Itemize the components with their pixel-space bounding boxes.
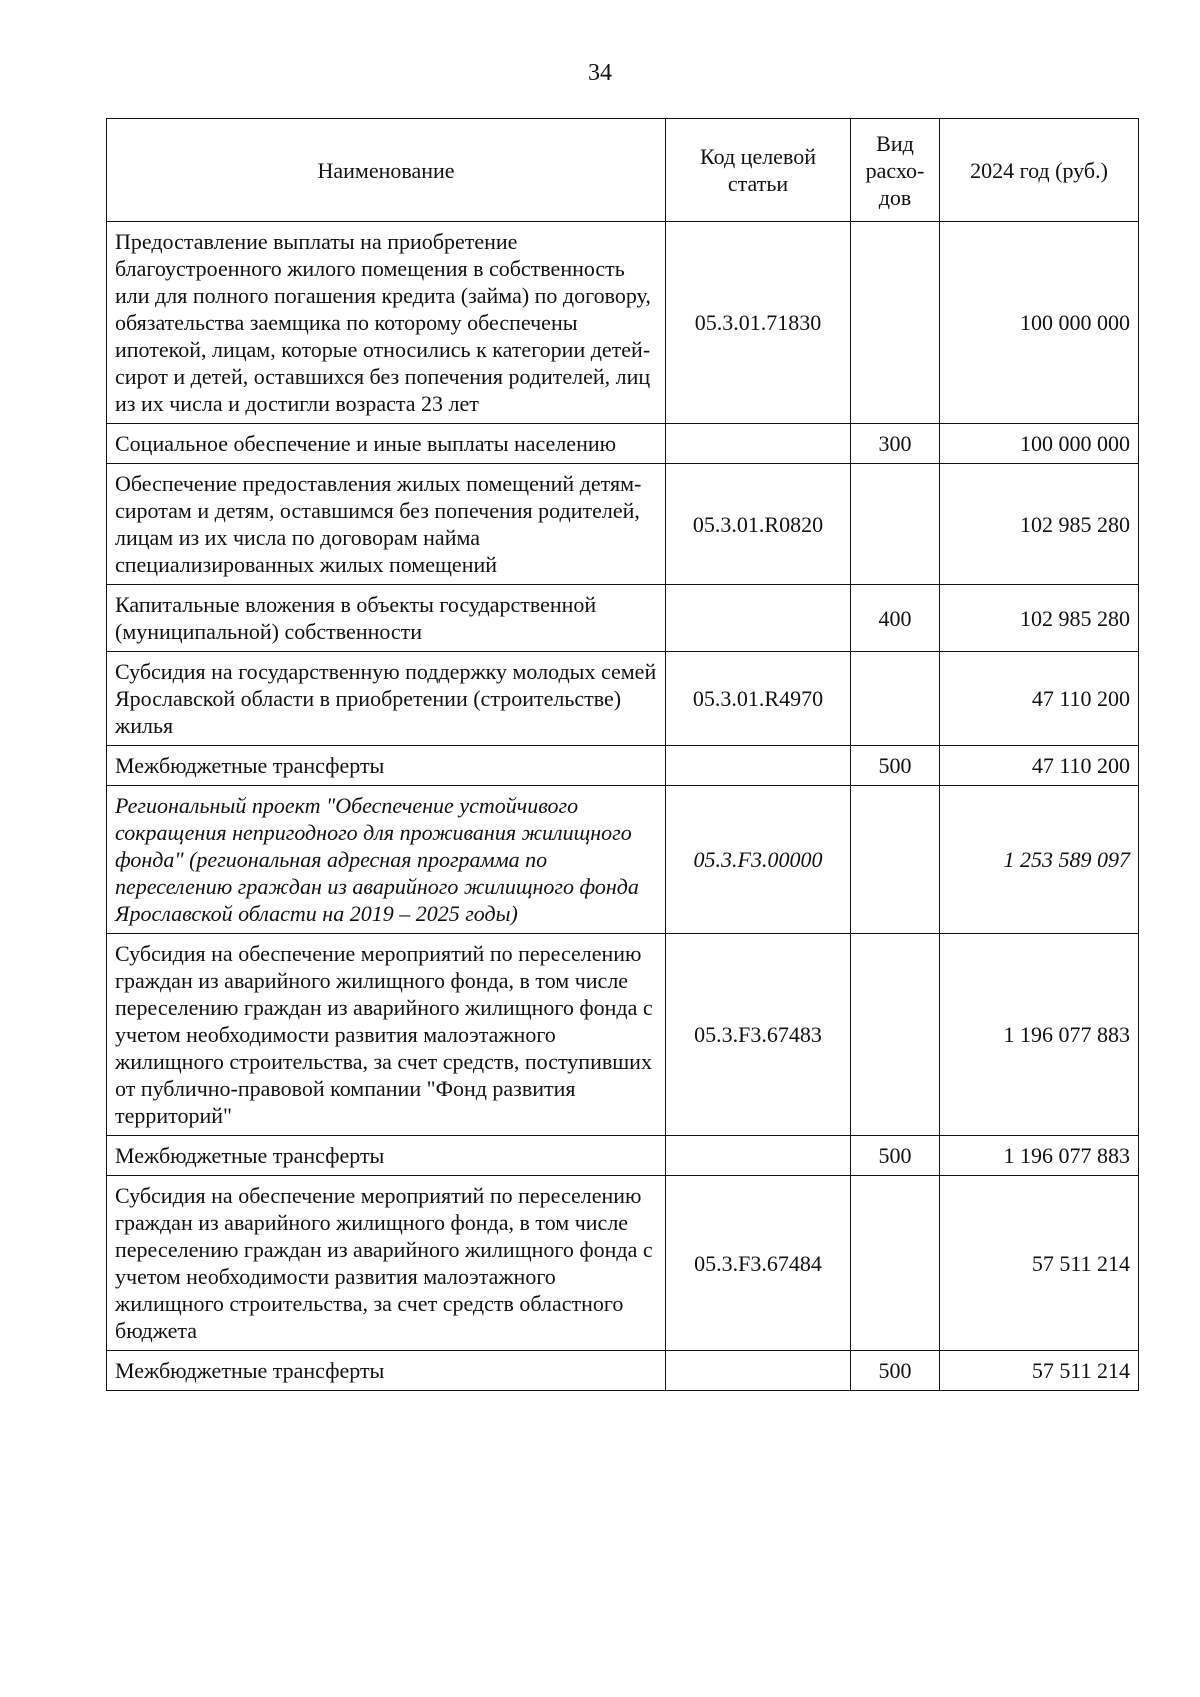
header-name: Наименование — [107, 119, 666, 222]
row-type: 400 — [851, 585, 940, 652]
row-code: 05.3.F3.67484 — [666, 1176, 851, 1351]
table-row — [107, 464, 1139, 585]
row-type: 300 — [851, 424, 940, 464]
row-name: Межбюджетные трансферты — [107, 1351, 666, 1391]
row-sum: 47 110 200 — [940, 746, 1139, 786]
row-type — [851, 652, 940, 746]
row-type — [851, 222, 940, 424]
row-name: Обеспечение предоставления жилых помещений детям-сиротам и детям, оставшимся без попечения родителей, лицам из их числа по договорам найма специализированных жилых помещений — [107, 464, 666, 585]
table-row — [107, 1176, 1139, 1351]
table-row — [107, 934, 1139, 1136]
row-code — [666, 746, 851, 786]
row-sum: 1 196 077 883 — [940, 934, 1139, 1136]
table-row — [107, 1136, 1139, 1176]
row-code — [666, 1351, 851, 1391]
row-name: Предоставление выплаты на приобретение благоустроенного жилого помещения в собственность или для полного погашения кредита (займа) по договору, обязательства заемщика по которому обеспечены ипотекой, лицам, которые относились к категории детей-сирот и детей, оставшихся без попечения родителей, лиц из их числа и достигли возраста 23 лет — [107, 222, 666, 424]
row-sum: 1 253 589 097 — [940, 786, 1139, 934]
table-row-regional-project — [107, 786, 1139, 934]
row-type — [851, 786, 940, 934]
row-type — [851, 1176, 940, 1351]
row-sum: 100 000 000 — [940, 424, 1139, 464]
row-name: Субсидия на обеспечение мероприятий по переселению граждан из аварийного жилищного фонда, в том числе переселению граждан из аварийного жилищного фонда с учетом необходимости развития малоэтажного жилищного строительства, за счет средств, поступивших от публично-правовой компании "Фонд развития территорий" — [107, 934, 666, 1136]
table-row — [107, 424, 1139, 464]
row-code: 05.3.01.R4970 — [666, 652, 851, 746]
table-row — [107, 652, 1139, 746]
row-code — [666, 424, 851, 464]
table-row — [107, 746, 1139, 786]
row-name: Субсидия на обеспечение мероприятий по переселению граждан из аварийного жилищного фонда, в том числе переселению граждан из аварийного жилищного фонда с учетом необходимости развития малоэтажного жилищного строительства, за счет средств областного бюджета — [107, 1176, 666, 1351]
row-code — [666, 1136, 851, 1176]
table-header-row — [107, 119, 1139, 222]
row-type: 500 — [851, 746, 940, 786]
row-sum: 102 985 280 — [940, 585, 1139, 652]
table-row — [107, 1351, 1139, 1391]
header-sum: 2024 год (руб.) — [940, 119, 1139, 222]
row-type — [851, 464, 940, 585]
row-sum: 57 511 214 — [940, 1351, 1139, 1391]
row-name: Межбюджетные трансферты — [107, 746, 666, 786]
row-sum: 102 985 280 — [940, 464, 1139, 585]
row-type — [851, 934, 940, 1136]
row-type: 500 — [851, 1351, 940, 1391]
row-sum: 100 000 000 — [940, 222, 1139, 424]
row-name: Межбюджетные трансферты — [107, 1136, 666, 1176]
row-sum: 1 196 077 883 — [940, 1136, 1139, 1176]
row-name: Социальное обеспечение и иные выплаты населению — [107, 424, 666, 464]
row-code — [666, 585, 851, 652]
row-code: 05.3.F3.00000 — [666, 786, 851, 934]
row-name: Субсидия на государственную поддержку молодых семей Ярославской области в приобретении (строительстве) жилья — [107, 652, 666, 746]
row-name: Региональный проект "Обеспечение устойчивого сокращения непригодного для проживания жилищного фонда" (региональная адресная программа по переселению граждан из аварийного жилищного фонда Ярославской области на 2019 – 2025 годы) — [107, 786, 666, 934]
header-type: Вид расхо-дов — [851, 119, 940, 222]
row-sum: 47 110 200 — [940, 652, 1139, 746]
header-code: Код целевой статьи — [666, 119, 851, 222]
page-number: 34 — [588, 60, 612, 86]
row-code: 05.3.01.71830 — [666, 222, 851, 424]
row-name: Капитальные вложения в объекты государственной (муниципальной) собственности — [107, 585, 666, 652]
table-row — [107, 222, 1139, 424]
row-type: 500 — [851, 1136, 940, 1176]
row-code: 05.3.F3.67483 — [666, 934, 851, 1136]
row-sum: 57 511 214 — [940, 1176, 1139, 1351]
row-code: 05.3.01.R0820 — [666, 464, 851, 585]
table-row — [107, 585, 1139, 652]
budget-table — [106, 118, 1139, 1391]
